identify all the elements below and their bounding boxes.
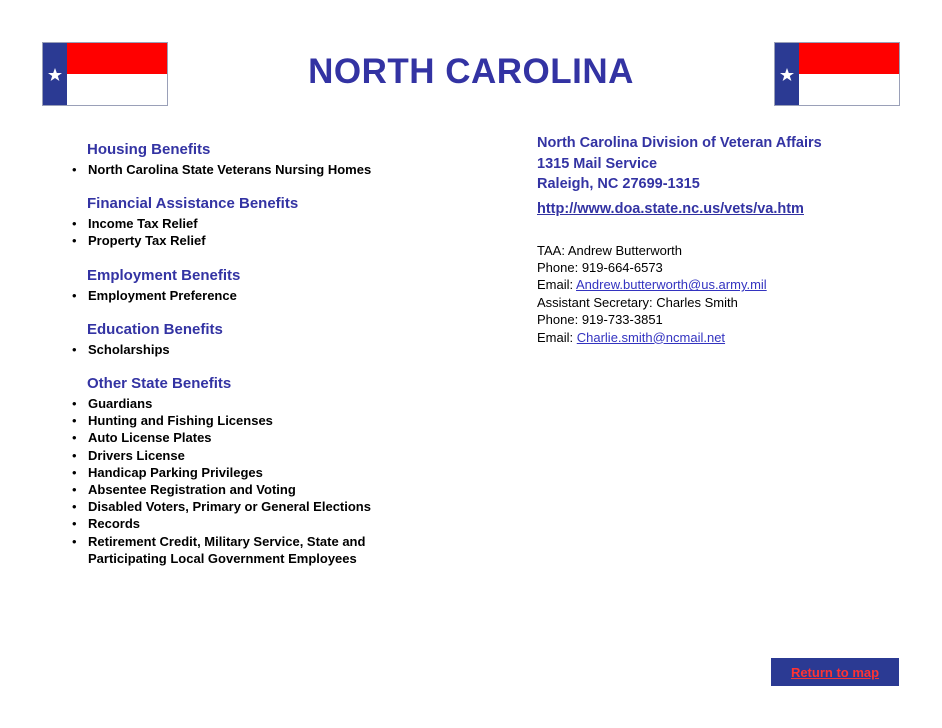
assistant-secretary-name: Assistant Secretary: Charles Smith <box>537 294 738 310</box>
benefit-section <box>70 141 470 178</box>
bullet-icon: • <box>72 464 77 480</box>
benefit-list <box>70 161 470 178</box>
assistant-email-link[interactable]: Charlie.smith@ncmail.net <box>576 329 726 345</box>
bullet-icon: • <box>72 216 77 232</box>
benefit-item <box>70 533 470 550</box>
benefit-item-text: Retirement Credit, Military Service, State and <box>88 533 366 549</box>
benefit-item-text: Hunting and Fishing Licenses <box>88 413 273 429</box>
section-heading: Education Benefits <box>87 320 223 338</box>
benefit-item-text: Auto License Plates <box>88 430 212 446</box>
benefit-item-text: Drivers License <box>88 447 185 463</box>
benefit-section <box>70 375 470 567</box>
flag-star-icon <box>775 63 799 87</box>
org-name: North Carolina Division of Veteran Affairs <box>537 135 822 151</box>
section-heading: Financial Assistance Benefits <box>87 195 299 213</box>
bullet-icon: • <box>72 341 77 357</box>
benefit-item-text: Handicap Parking Privileges <box>88 464 263 480</box>
bullet-icon: • <box>72 287 77 303</box>
benefit-item-text: Records <box>88 516 141 532</box>
benefit-item <box>70 412 470 429</box>
benefit-item-text: Absentee Registration and Voting <box>88 482 296 498</box>
page-title: NORTH CAROLINA <box>308 52 634 91</box>
contact-panel <box>537 133 897 346</box>
section-heading: Housing Benefits <box>87 141 211 158</box>
benefit-item-text: Guardians <box>88 396 153 412</box>
bullet-icon: • <box>72 499 77 515</box>
bullet-icon: • <box>72 413 77 429</box>
benefit-item-text: Employment Preference <box>88 287 237 303</box>
benefit-item-text: Property Tax Relief <box>88 233 206 249</box>
email-label: Email: <box>537 277 577 293</box>
benefit-item <box>70 429 470 446</box>
flag-white-bar <box>799 74 899 105</box>
taa-phone: Phone: 919-664-6573 <box>537 259 663 275</box>
flag-red-bar <box>799 43 899 74</box>
benefit-item <box>70 232 470 249</box>
bullet-icon: • <box>72 533 77 549</box>
flag-union <box>775 43 799 105</box>
benefit-sections <box>70 141 470 584</box>
bullet-icon: • <box>72 396 77 412</box>
benefit-item <box>70 161 470 178</box>
taa-email-row <box>537 276 897 293</box>
benefit-item <box>70 481 470 498</box>
taa-email-link[interactable]: Andrew.butterworth@us.army.mil <box>576 277 767 293</box>
email-label: Email: <box>537 329 577 345</box>
taa-name: TAA: Andrew Butterworth <box>537 242 682 258</box>
benefit-item <box>70 341 470 358</box>
nc-flag-right <box>774 42 900 106</box>
benefit-item <box>70 464 470 481</box>
return-to-map-button[interactable]: Return to map <box>771 658 899 686</box>
benefit-section <box>70 267 470 304</box>
benefit-item-text: Disabled Voters, Primary or General Elections <box>88 499 371 515</box>
bullet-icon: • <box>72 162 77 177</box>
benefit-item <box>70 515 470 532</box>
org-address-line1: 1315 Mail Service <box>537 155 658 172</box>
section-heading: Employment Benefits <box>87 266 241 284</box>
bullet-icon: • <box>72 482 77 498</box>
benefit-item <box>70 395 470 412</box>
bullet-icon: • <box>72 447 77 463</box>
benefit-list <box>70 341 470 358</box>
benefit-item <box>70 498 470 515</box>
benefit-item-text: North Carolina State Veterans Nursing Homes <box>88 162 372 177</box>
assistant-secretary-phone: Phone: 919-733-3851 <box>537 312 663 328</box>
benefit-item <box>70 550 470 567</box>
assistant-email-row <box>537 329 897 346</box>
benefit-list <box>70 395 470 567</box>
benefit-item <box>70 447 470 464</box>
benefit-section <box>70 195 470 249</box>
bullet-icon: • <box>72 430 77 446</box>
contact-details <box>537 242 897 346</box>
benefit-item <box>70 287 470 304</box>
benefit-list <box>70 215 470 249</box>
bullet-icon: • <box>72 233 77 249</box>
section-heading: Other State Benefits <box>87 375 232 393</box>
benefit-list <box>70 287 470 304</box>
benefit-item-text: Income Tax Relief <box>88 216 198 232</box>
org-address-line2: Raleigh, NC 27699-1315 <box>537 176 700 192</box>
benefit-item <box>70 215 470 232</box>
benefit-item-text: Participating Local Government Employees <box>88 550 357 566</box>
bullet-icon: • <box>72 516 77 532</box>
org-website-link[interactable]: http://www.doa.state.nc.us/vets/va.htm <box>537 200 804 217</box>
benefit-section <box>70 321 470 358</box>
benefit-item-text: Scholarships <box>88 341 170 357</box>
